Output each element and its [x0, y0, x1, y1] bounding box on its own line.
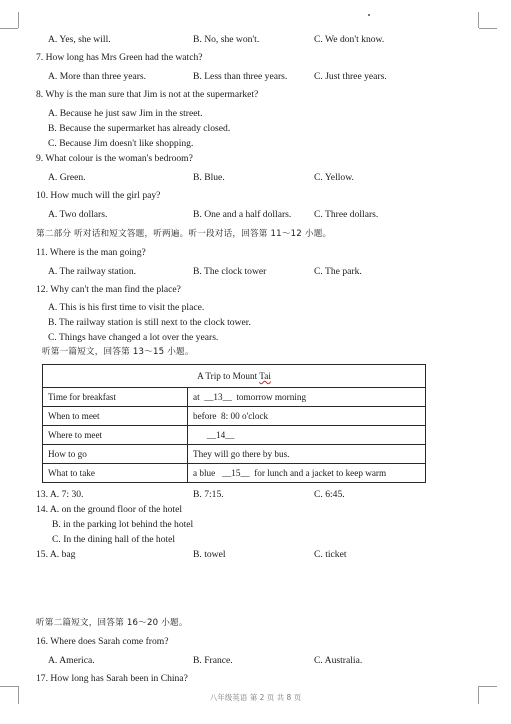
table-label: Time for breakfast — [43, 388, 188, 407]
table-row — [43, 388, 426, 407]
q12-option-c: C. Things have changed a lot over the years. — [48, 332, 219, 343]
question-9: 9. What colour is the woman's bedroom? — [36, 153, 193, 164]
section-2-heading: 第二部分 听对话和短文答题，听两遍。听一段对话，回答第 11～12 小题。 — [36, 229, 332, 239]
q16-option-b: B. France. — [193, 655, 233, 666]
table-row — [43, 464, 426, 483]
q7-option-a: A. More than three years. — [48, 71, 147, 82]
table-label: Where to meet — [43, 426, 188, 445]
q10-option-a: A. Two dollars. — [48, 209, 108, 220]
q11-option-b: B. The clock tower — [193, 266, 267, 277]
q12-option-b: B. The railway station is still next to the clock tower. — [48, 317, 251, 328]
question-8: 8. Why is the man sure that Jim is not at the supermarket? — [36, 89, 259, 100]
question-11: 11. Where is the man going? — [36, 247, 146, 258]
q6-option-a: A. Yes, she will. — [48, 34, 111, 45]
crop-mark-top-left — [0, 28, 18, 29]
page-footer: 八年级英语 第 2 页 共 8 页 — [209, 693, 302, 702]
q12-option-a: A. This is his first time to visit the place. — [48, 302, 205, 313]
question-15: 15. A. bag — [36, 549, 76, 560]
table-label: What to take — [43, 464, 188, 483]
question-17: 17. How long has Sarah been in China? — [36, 673, 188, 684]
question-10: 10. How much will the girl pay? — [36, 190, 161, 201]
section-4-heading: 听第二篇短文，回答第 16～20 小题。 — [36, 618, 188, 628]
table-label: When to meet — [43, 407, 188, 426]
q9-option-b: B. Blue. — [193, 172, 225, 183]
table-value: at __13__ tomorrow morning — [188, 388, 426, 407]
q9-option-a: A. Green. — [48, 172, 86, 183]
scan-dot — [368, 14, 370, 16]
q7-option-b: B. Less than three years. — [193, 71, 288, 82]
q7-option-c: C. Just three years. — [314, 71, 387, 82]
question-16: 16. Where does Sarah come from? — [36, 636, 169, 647]
crop-mark-bottom-left — [0, 686, 18, 687]
crop-mark-top-right-v — [478, 12, 479, 28]
q8-option-a: A. Because he just saw Jim in the street. — [48, 108, 203, 119]
q8-option-c: C. Because Jim doesn't like shopping. — [48, 138, 194, 149]
question-7: 7. How long has Mrs Green had the watch? — [36, 52, 203, 63]
table-title-row — [43, 365, 426, 388]
table-label: How to go — [43, 445, 188, 464]
q13-option-b: B. 7:15. — [193, 489, 224, 500]
table-value: before 8: 00 o'clock — [188, 407, 426, 426]
trip-info-table — [42, 364, 426, 483]
crop-mark-top-right — [479, 28, 497, 29]
q11-option-a: A. The railway station. — [48, 266, 137, 277]
q14-option-c: C. In the dining hall of the hotel — [52, 534, 176, 545]
q10-option-c: C. Three dollars. — [314, 209, 379, 220]
question-13: 13. A. 7: 30. — [36, 489, 84, 500]
q9-option-c: C. Yellow. — [314, 172, 354, 183]
q15-option-b: B. towel — [193, 549, 226, 560]
table-row — [43, 445, 426, 464]
table-title: A Trip to Mount Tai — [43, 365, 426, 388]
q6-option-c: C. We don't know. — [314, 34, 385, 45]
question-12: 12. Why can't the man find the place? — [36, 284, 181, 295]
q8-option-b: B. Because the supermarket has already closed. — [48, 123, 231, 134]
crop-mark-top-left-v — [18, 12, 19, 28]
q16-option-a: A. America. — [48, 655, 95, 666]
table-row — [43, 426, 426, 445]
q6-option-b: B. No, she won't. — [193, 34, 260, 45]
q14-option-b: B. in the parking lot behind the hotel — [52, 519, 194, 530]
section-3-heading: 听第一篇短文，回答第 13～15 小题。 — [42, 347, 194, 357]
crop-mark-bottom-right — [479, 686, 497, 687]
q11-option-c: C. The park. — [314, 266, 362, 277]
table-row — [43, 407, 426, 426]
q10-option-b: B. One and a half dollars. — [193, 209, 292, 220]
question-14: 14. A. on the ground floor of the hotel — [36, 504, 183, 515]
table-value: They will go there by bus. — [188, 445, 426, 464]
table-value: __14__ — [188, 426, 426, 445]
q15-option-c: C. ticket — [314, 549, 347, 560]
q16-option-c: C. Australia. — [314, 655, 363, 666]
table-value: a blue __15__ for lunch and a jacket to keep warm — [188, 464, 426, 483]
q13-option-c: C. 6:45. — [314, 489, 345, 500]
